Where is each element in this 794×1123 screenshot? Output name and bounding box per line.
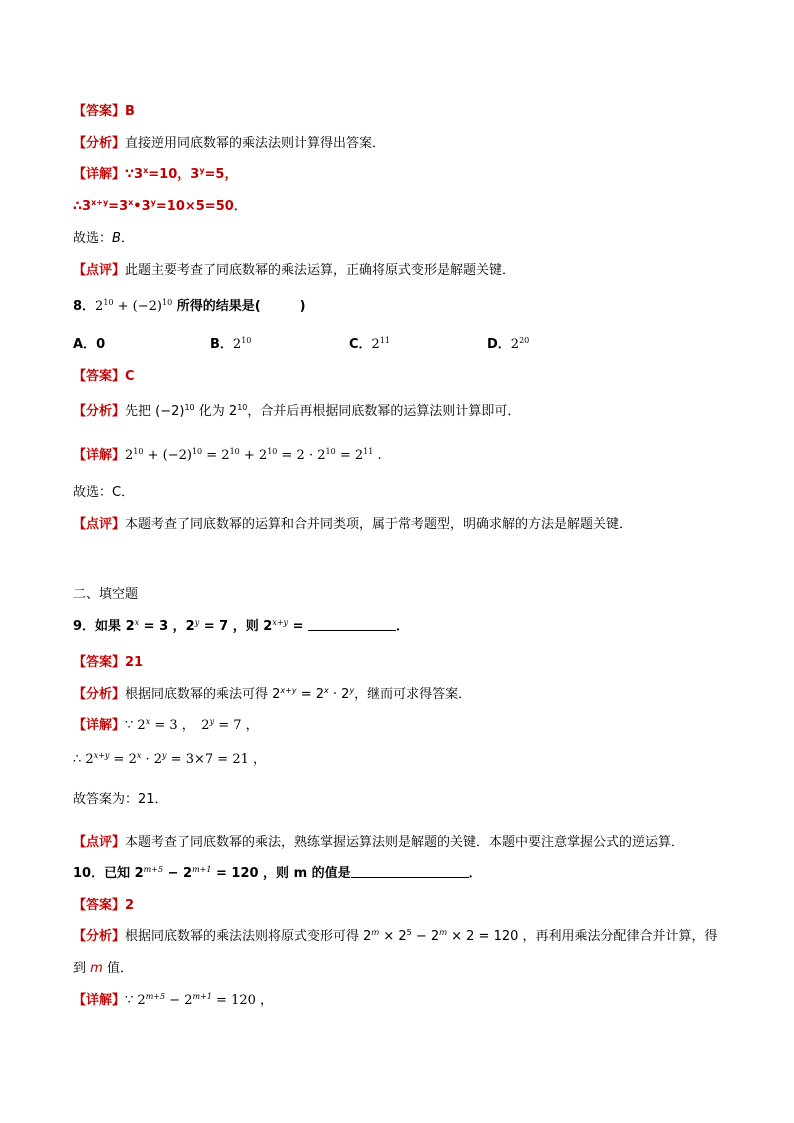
q7-detail-text: ∴3 <box>73 199 92 214</box>
analysis-label: 【分析】 <box>73 404 126 419</box>
q7-detail-sup: x+y <box>91 198 109 207</box>
q10-analysis-text: − 2 <box>411 929 440 944</box>
q9-analysis-text: 根据同底数幂的乘法可得 2 <box>125 687 281 702</box>
q10-analysis-line-2 <box>73 960 133 978</box>
comment-label: 【点评】 <box>73 263 126 278</box>
q10-stem-sup: m+5 <box>143 865 164 874</box>
q7-answer-line <box>73 103 135 121</box>
q7-detail-text: ∵3 <box>125 167 144 182</box>
q7-detail-text: =5， <box>204 167 238 182</box>
q10-stem <box>73 865 482 883</box>
q9-stem <box>73 618 409 636</box>
detail-label: 【详解】 <box>73 718 126 733</box>
q8-option-d <box>487 336 529 354</box>
q10-stem-sup: m+1 <box>192 865 212 874</box>
q7-detail-text: =10×5=50． <box>155 199 247 214</box>
q9-stem-text: ． <box>396 619 410 634</box>
q10-detail-line <box>73 992 273 1010</box>
q8-analysis-sup: 10 <box>237 403 248 412</box>
q9-detail-text: = 2 <box>109 752 137 767</box>
q7-analysis-text: 直接逆用同底数幂的乘法法则计算得出答案． <box>125 136 386 151</box>
q9-analysis-line <box>73 686 471 704</box>
q8-detail-expr: + 2 <box>239 448 268 463</box>
q8-option-c <box>349 336 390 354</box>
q9-detail-sup: x <box>145 717 151 726</box>
section-title: 二、填空题 <box>73 587 139 602</box>
q8-analysis-sup: 10 <box>184 403 195 412</box>
q10-analysis-text: × 2 <box>379 929 407 944</box>
q8-choice-line <box>73 484 134 502</box>
q8-detail-sup: 10 <box>191 447 203 456</box>
q8-expr: 2 <box>95 299 104 314</box>
comment-label: 【点评】 <box>73 835 126 850</box>
option-sup: 11 <box>379 336 391 345</box>
q7-detail-line <box>73 166 237 184</box>
q10-analysis-text: 根据同底数幂的乘法法则将原式变形可得 2 <box>125 929 372 944</box>
q8-analysis-text: 先把 (−2) <box>125 404 185 419</box>
q8-number: 8． <box>73 299 96 314</box>
q9-final-line <box>73 791 168 809</box>
q8-detail-sup: 10 <box>267 447 278 456</box>
q7-comment-text: 此题主要考查了同底数幂的乘法运算，正确将原式变形是解题关键． <box>125 263 516 278</box>
q8-analysis-text: 化为 2 <box>194 404 238 419</box>
q7-detail-sup: x <box>143 166 149 175</box>
analysis-label: 【分析】 <box>73 136 126 151</box>
q8-analysis-line <box>73 403 520 421</box>
q9-analysis-text: · 2 <box>328 687 350 702</box>
q10-stem-text: ． <box>468 866 482 881</box>
answer-label: 【答案】 <box>73 898 126 913</box>
q9-stem-text: 如果 2 <box>95 619 135 634</box>
q10-analysis-text: 值． <box>102 961 133 976</box>
q9-final-text: 故答案为：21． <box>73 792 168 807</box>
detail-label: 【详解】 <box>73 993 126 1008</box>
q9-number: 9． <box>73 619 96 634</box>
q10-stem-text: − 2 <box>163 866 193 881</box>
q8-option-b <box>210 336 251 354</box>
q10-detail-text: = 120 ， <box>211 993 274 1008</box>
q9-answer-value: 21 <box>125 655 144 670</box>
q7-detail-text: =3 <box>108 199 129 214</box>
option-letter: C． <box>349 337 372 352</box>
q9-stem-sup: x <box>134 618 140 627</box>
option-letter: A． <box>73 337 97 352</box>
q10-detail-sup: m+1 <box>192 992 212 1001</box>
answer-label: 【答案】 <box>73 104 126 119</box>
option-letter: B． <box>210 337 233 352</box>
answer-blank[interactable] <box>351 865 469 878</box>
q10-stem-text: = 120 ，则 m 的值是 <box>211 866 351 881</box>
q9-detail-text: ∴ 2 <box>73 752 94 767</box>
detail-label: 【详解】 <box>73 167 126 182</box>
q8-comment-text: 本题考查了同底数幂的运算和合并同类项，属于常考题型，明确求解的方法是解题关键． <box>125 517 633 532</box>
q8-expr-sup: 10 <box>161 298 173 307</box>
detail-label: 【详解】 <box>73 448 126 463</box>
q8-detail-expr: = 2 · 2 <box>277 448 326 463</box>
q10-answer-line <box>73 897 134 915</box>
q9-detail-sup: x <box>136 751 142 760</box>
q9-detail-text: = 7 ， <box>214 718 259 733</box>
q8-detail-sup: 11 <box>363 447 374 456</box>
q8-detail-expr: + (−2) <box>143 448 192 463</box>
q10-analysis-var: m <box>90 961 103 976</box>
q8-detail-line <box>73 447 382 465</box>
q10-analysis-sup: m <box>371 928 380 937</box>
q7-detail-text: •3 <box>133 199 151 214</box>
q8-detail-expr: = 2 <box>202 448 230 463</box>
answer-label: 【答案】 <box>73 655 126 670</box>
q10-stem-text: 已知 2 <box>104 866 144 881</box>
q9-analysis-text: = 2 <box>296 687 325 702</box>
q10-detail-text: − 2 <box>165 993 193 1008</box>
q7-choice-text: ． <box>120 231 134 246</box>
q10-analysis-text: 到 <box>73 961 91 976</box>
q9-comment-line <box>73 834 684 852</box>
q9-detail-sup: y <box>162 751 167 760</box>
q9-detail-sup: y <box>209 717 215 726</box>
comment-label: 【点评】 <box>73 517 126 532</box>
q8-detail-sup: 10 <box>229 447 240 456</box>
q9-detail-line-2 <box>73 751 266 769</box>
q8-detail-sup: 10 <box>133 447 144 456</box>
q10-detail-text: ∵ 2 <box>125 993 146 1008</box>
q8-detail-sup: 10 <box>325 447 336 456</box>
option-sup: 20 <box>519 336 530 345</box>
q9-detail-sup: x+y <box>93 751 110 760</box>
q8-choice-text: 故选：C． <box>73 485 135 500</box>
q7-comment-line <box>73 262 515 280</box>
q7-detail-text: =10，3 <box>148 167 200 182</box>
option-sup: 10 <box>241 336 252 345</box>
q9-detail-text: ∵ 2 <box>125 718 146 733</box>
q7-detail-sup: y <box>150 198 156 207</box>
option-value: 2 <box>510 337 520 352</box>
q10-number: 10． <box>73 866 105 881</box>
option-value: 2 <box>232 337 242 352</box>
q7-choice-text: 故选： <box>73 231 113 246</box>
q10-analysis-sup: m <box>439 928 447 937</box>
q10-analysis-text: × 2 = 120 ，再利用乘法分配律合并计算，得 <box>446 929 718 944</box>
q8-option-a <box>73 336 105 354</box>
q7-choice-value: B <box>112 231 121 246</box>
option-letter: D． <box>487 337 511 352</box>
q8-stem <box>73 298 306 316</box>
answer-blank[interactable] <box>308 618 396 631</box>
q9-detail-line <box>73 717 259 735</box>
analysis-label: 【分析】 <box>73 687 126 702</box>
q8-expr-sup: 10 <box>103 298 114 307</box>
q7-detail-sup: y <box>199 166 205 175</box>
q9-analysis-sup: x <box>324 686 329 695</box>
q9-detail-text: · 2 <box>141 752 163 767</box>
q9-stem-text: = 7 ，则 2 <box>199 619 273 634</box>
q8-detail-expr: 2 <box>125 448 134 463</box>
q9-analysis-sup: x+y <box>280 686 297 695</box>
q10-answer-value: 2 <box>125 898 135 913</box>
q7-detail-sup: x <box>128 198 134 207</box>
option-value: 2 <box>371 337 380 352</box>
q9-comment-text: 本题考查了同底数幂的乘法，熟练掌握运算法则是解题的关键．本题中要注意掌握公式的逆运算． <box>125 835 685 850</box>
q8-analysis-text: ，合并后再根据同底数幂的运算法则计算即可． <box>247 404 521 419</box>
q8-detail-expr: = 2 <box>335 448 364 463</box>
option-value: 0 <box>96 337 106 352</box>
q8-comment-line <box>73 516 632 534</box>
q8-answer-value: C <box>125 369 135 384</box>
q9-answer-line <box>73 654 143 672</box>
q7-choice-line <box>73 230 134 248</box>
q9-detail-text: = 3 ， 2 <box>150 718 210 733</box>
q9-stem-sup: x+y <box>272 618 289 627</box>
q9-stem-sup: y <box>194 618 200 627</box>
q7-detail-line-2 <box>73 198 247 216</box>
q8-stem-text: 所得的结果是( ) <box>172 299 306 314</box>
analysis-label: 【分析】 <box>73 929 126 944</box>
q9-analysis-text: ，继而可求得答案． <box>354 687 472 702</box>
q9-stem-text: = 3 ，2 <box>139 619 195 634</box>
q10-detail-sup: m+5 <box>145 992 166 1001</box>
q8-answer-line <box>73 368 135 386</box>
answer-label: 【答案】 <box>73 369 126 384</box>
q9-detail-text: = 3×7 = 21 ， <box>166 752 267 767</box>
q8-expr: + (−2) <box>113 299 162 314</box>
q10-analysis-sup: 5 <box>406 928 412 937</box>
q7-analysis-line <box>73 135 385 153</box>
q9-analysis-sup: y <box>349 686 355 695</box>
q9-stem-text: = <box>288 619 309 634</box>
q7-answer-value: B <box>125 104 135 119</box>
q10-analysis-line <box>73 928 718 946</box>
q8-detail-expr: . <box>373 448 382 463</box>
